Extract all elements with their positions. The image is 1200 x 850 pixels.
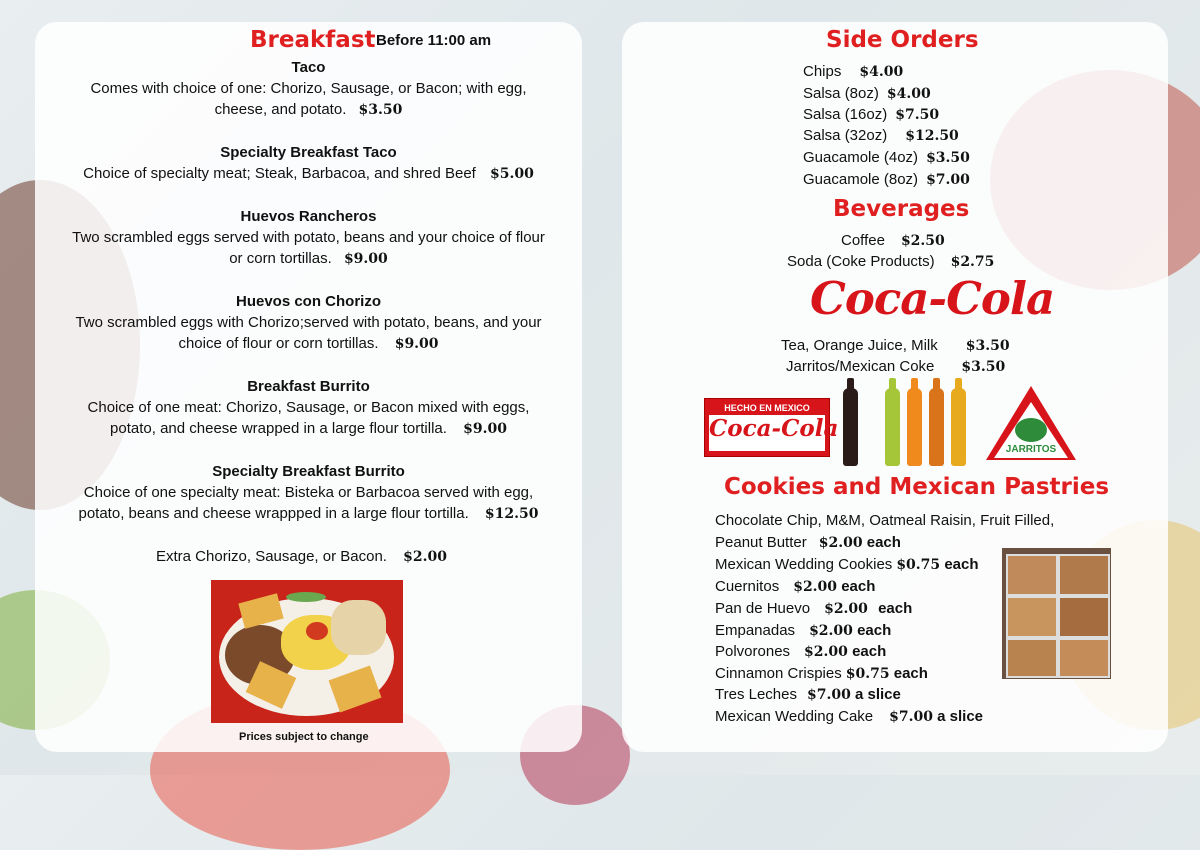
pastries-title: Cookies and Mexican Pastries — [724, 474, 1110, 500]
menu-item-description: Choice of specialty meat; Steak, Barbacoa, and shred Beef $5.00 — [83, 165, 534, 182]
side-item: Guacamole (4oz) $3.50 — [803, 149, 970, 166]
beverage-item: Coffee $2.50 — [841, 232, 945, 249]
menu-item-name: Specialty Breakfast Taco — [220, 144, 397, 161]
prices-note: Prices subject to change — [239, 731, 369, 743]
side-orders-title: Side Orders — [826, 27, 979, 53]
side-item: Guacamole (8oz) $7.00 — [803, 171, 970, 188]
pastry-item: Cuernitos $2.00 each — [715, 578, 876, 595]
menu-item-name: Huevos Rancheros — [240, 208, 377, 225]
pastry-item: Pan de Huevo $2.00 each — [715, 600, 913, 617]
pastry-line: Chocolate Chip, M&M, Oatmeal Raisin, Fruit Filled, — [715, 512, 1055, 529]
menu-item-price: $3.50 — [358, 102, 403, 118]
jarritos-logo: JARRITOS — [982, 382, 1080, 462]
menu-item-price: $9.00 — [463, 421, 507, 437]
pastry-item: Mexican Wedding Cookies $0.75 each — [715, 556, 979, 573]
menu-item-name: Taco — [291, 59, 326, 76]
menu-item-price: $5.00 — [490, 166, 534, 182]
pastry-item: Cinnamon Crispies $0.75 each — [715, 665, 928, 682]
menu-item-price: $12.50 — [484, 506, 539, 522]
beverage-item: Tea, Orange Juice, Milk $3.50 — [781, 337, 1010, 354]
beverage-item: Jarritos/Mexican Coke $3.50 — [786, 358, 1006, 375]
sides-panel — [622, 22, 1168, 752]
jarritos-bottle-lime — [885, 388, 900, 466]
menu-item-description: Choice of one specialty meat: Bisteka or Barbacoa served with egg, potato, beans and cheese wrappped in a large flour tortilla. $12.50 — [78, 484, 539, 522]
extra-meat: Extra Chorizo, Sausage, or Bacon. $2.00 — [156, 548, 447, 565]
hecho-en-mexico-logo: HECHO EN MEXICO Coca-Cola — [704, 398, 830, 457]
side-item: Salsa (32oz) $12.50 — [803, 127, 959, 144]
menu-item-price: $9.00 — [394, 336, 439, 352]
breakfast-panel — [35, 22, 582, 752]
coca-cola-logo: Coca-Cola — [810, 272, 1055, 325]
beverages-title: Beverages — [833, 196, 970, 222]
jarritos-bottle-mandarin — [907, 388, 922, 466]
pastry-item: Mexican Wedding Cake $7.00 a slice — [715, 708, 984, 725]
breakfast-photo — [211, 580, 403, 723]
side-item: Salsa (16oz) $7.50 — [803, 106, 940, 123]
side-item: Chips $4.00 — [803, 63, 904, 80]
menu-item-price: $9.00 — [343, 251, 388, 267]
menu-item-name: Breakfast Burrito — [247, 378, 370, 395]
menu-item-name: Specialty Breakfast Burrito — [212, 463, 405, 480]
extra-meat-price: $2.00 — [403, 549, 447, 565]
pastries-photo — [1002, 548, 1111, 679]
menu-item-description: Two scrambled eggs with Chorizo;served with potato, beans, and your choice of flour or corn tortillas. $9.00 — [75, 314, 542, 352]
menu-item-description: Two scrambled eggs served with potato, beans and your choice of flour or corn tortillas. $9.00 — [72, 229, 545, 267]
pastry-item: Peanut Butter $2.00 each — [715, 534, 901, 551]
breakfast-title: Breakfast — [250, 27, 376, 53]
menu-item-description: Comes with choice of one: Chorizo, Sausage, or Bacon; with egg, cheese, and potato. $3.50 — [90, 80, 527, 118]
beverage-item: Soda (Coke Products) $2.75 — [787, 253, 995, 270]
menu-item-description: Choice of one meat: Chorizo, Sausage, or Bacon mixed with eggs, potato, and cheese wrapped in a large flour tortilla. $9.00 — [87, 399, 530, 437]
jarritos-bottle-tamarind — [929, 388, 944, 466]
coke-bottle — [843, 388, 858, 466]
pastry-item: Empanadas $2.00 each — [715, 622, 892, 639]
side-item: Salsa (8oz) $4.00 — [803, 85, 931, 102]
menu-item-name: Huevos con Chorizo — [235, 293, 381, 310]
pastry-item: Tres Leches $7.00 a slice — [715, 686, 901, 703]
jarritos-bottle-pineapple — [951, 388, 966, 466]
breakfast-subtitle: Before 11:00 am — [376, 32, 492, 49]
pastry-item: Polvorones $2.00 each — [715, 643, 887, 660]
